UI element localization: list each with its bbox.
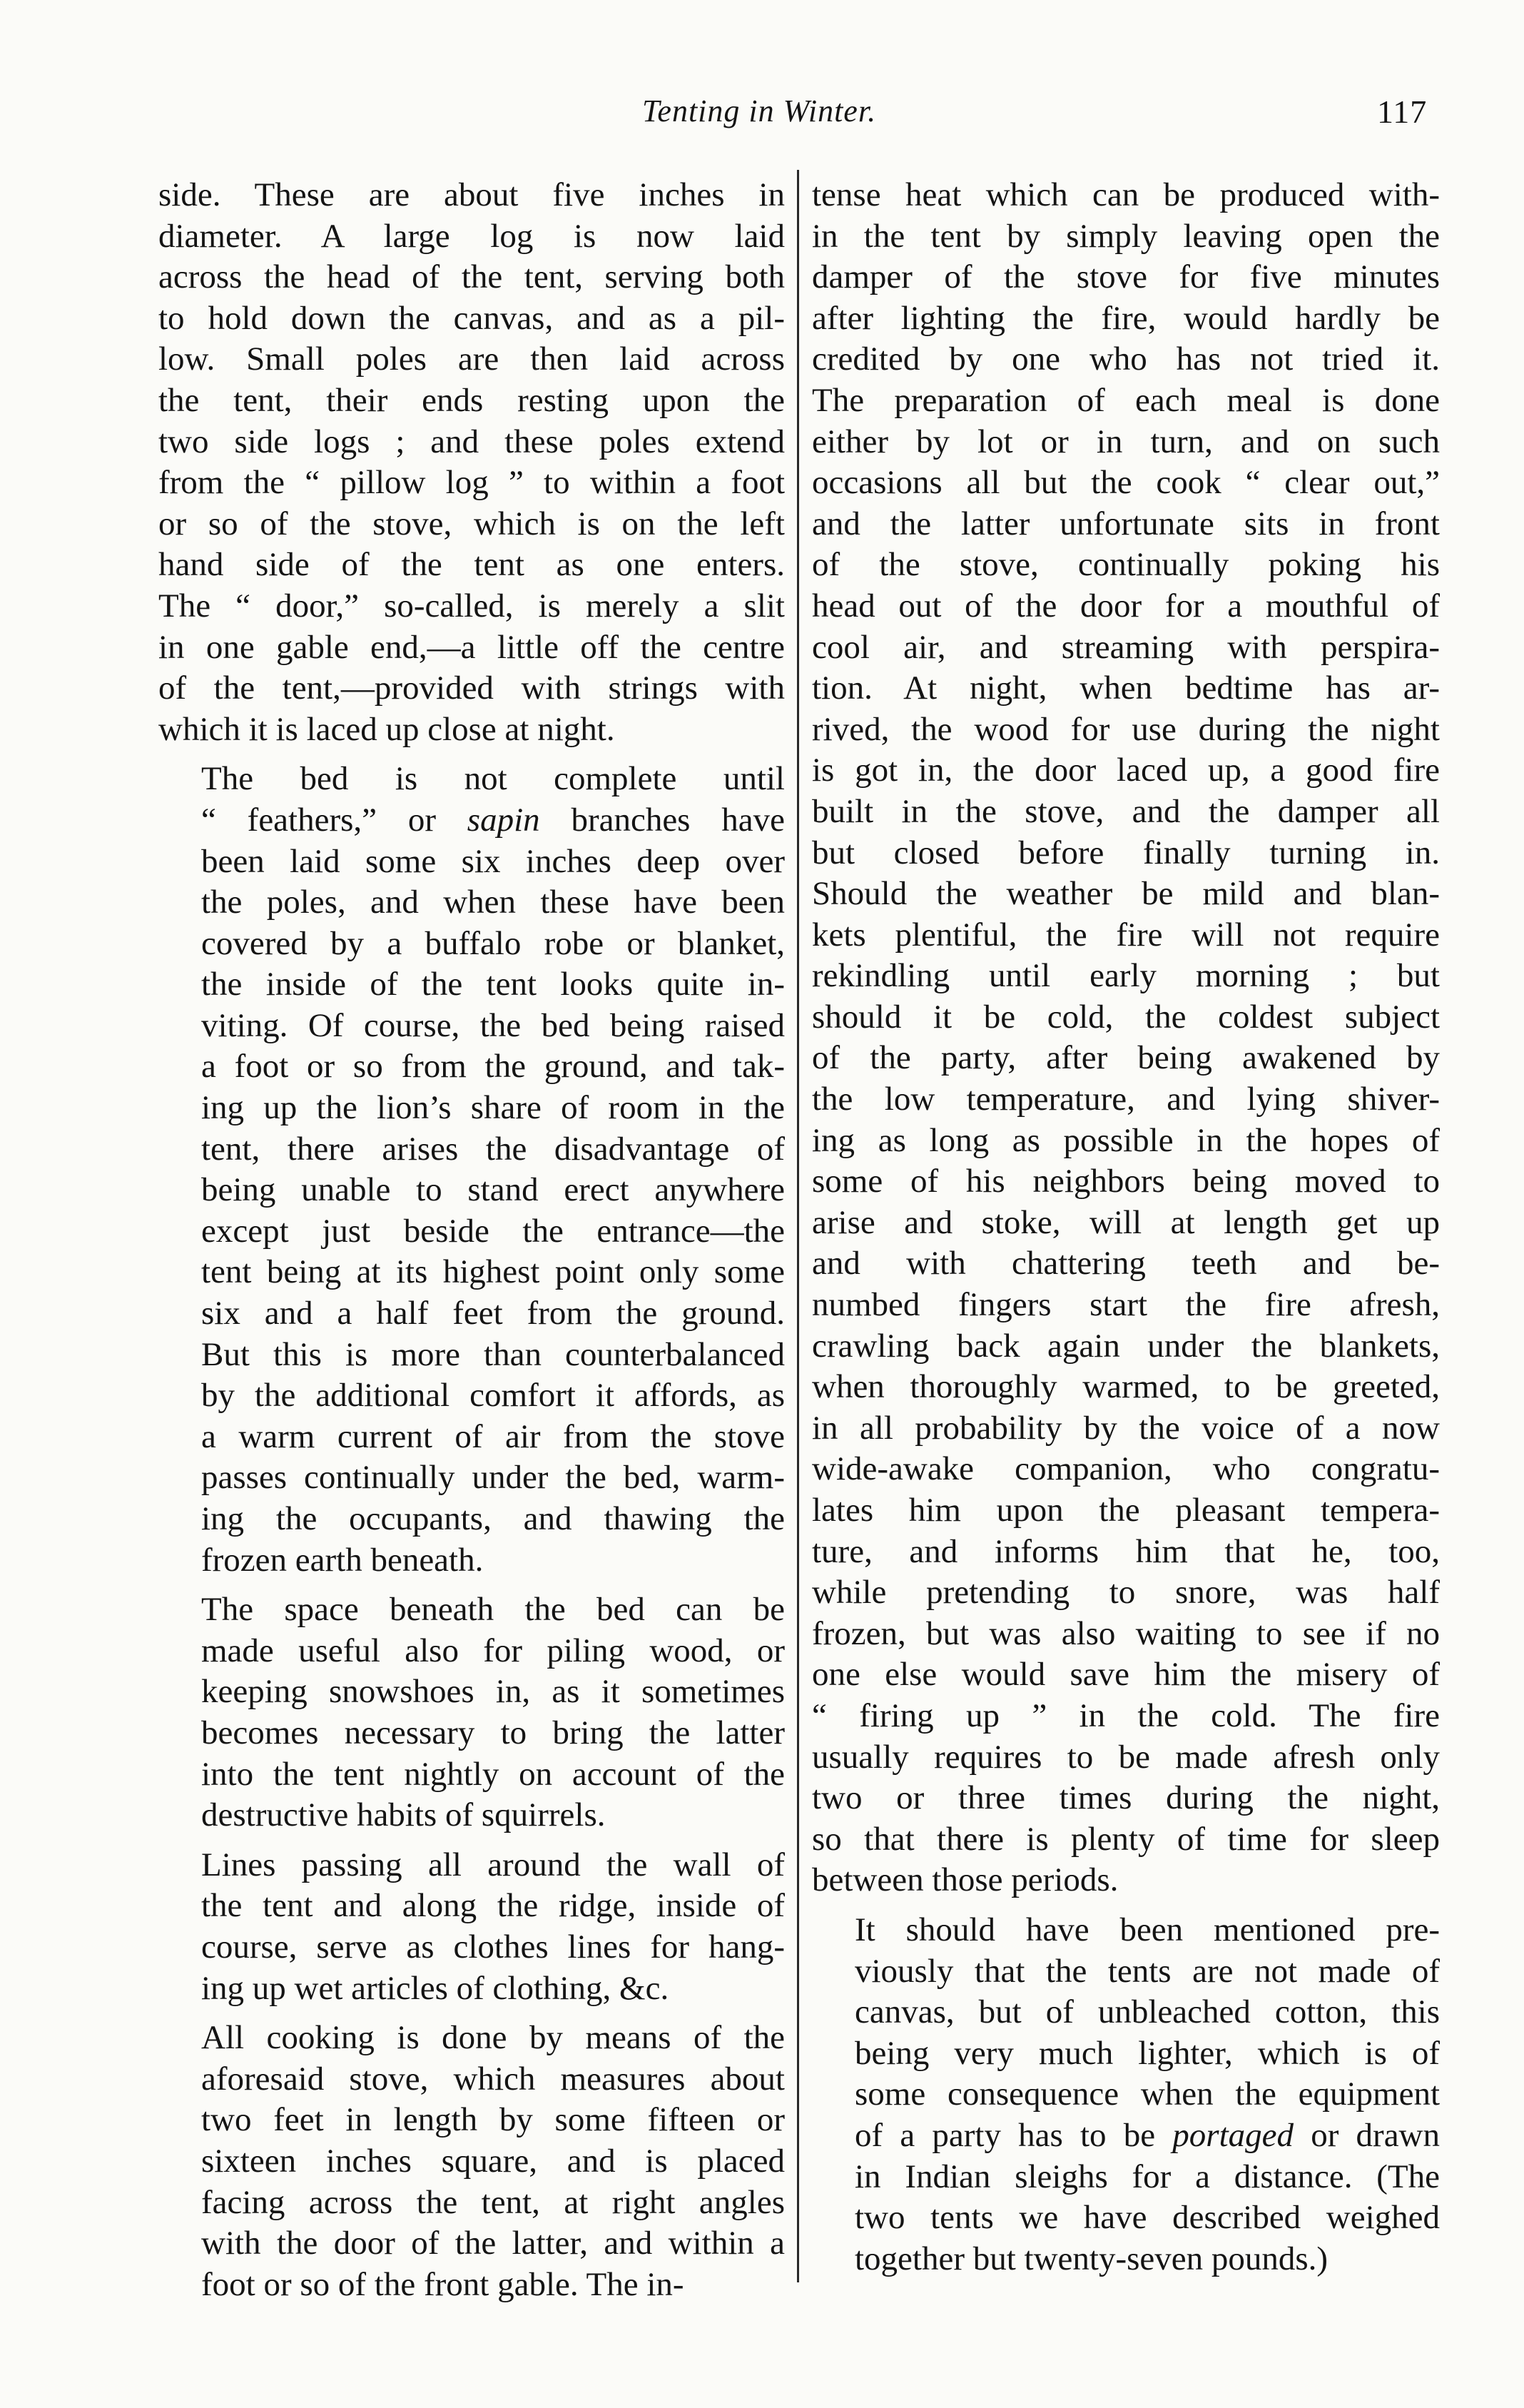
text-line: usually requires to be made afresh only [812, 1738, 1440, 1776]
text-line: ing as long as possible in the hopes of [812, 1121, 1440, 1159]
text-line: ing the occupants, and thawing the [201, 1500, 785, 1537]
text-line: the tent and along the ridge, inside of [201, 1887, 785, 1925]
text-line: ing up wet articles of clothing, &c. [201, 1969, 669, 2007]
text-line: being very much lighter, which is of [855, 2034, 1440, 2072]
text-line: viting. Of course, the bed being raised [201, 1006, 785, 1044]
text-line: the low temperature, and lying shiver- [812, 1081, 1440, 1118]
text-line: built in the stove, and the damper all [812, 792, 1440, 830]
paragraph-p7 [812, 1910, 1440, 2280]
text-line: the poles, and when these have been [201, 884, 785, 921]
text-line: The space beneath the bed can be [201, 1591, 785, 1629]
text-line: low. Small poles are then laid across [158, 340, 785, 378]
text-line: occasions all but the cook “ clear out,” [812, 464, 1440, 502]
text-line: a warm current of air from the stove [201, 1417, 785, 1455]
text-line: from the “ pillow log ” to within a foot [158, 464, 785, 502]
text-line: head out of the door for a mouthful of [812, 587, 1440, 624]
text-line: rived, the wood for use during the night [812, 710, 1440, 748]
text-line: a foot or so from the ground, and tak- [201, 1048, 785, 1086]
paragraph-p6 [812, 175, 1440, 1901]
right-column [812, 175, 1440, 2287]
text-line: damper of the stove for five minutes [812, 258, 1440, 296]
text-line: tion. At night, when bedtime has ar- [812, 669, 1440, 707]
text-line: when thoroughly warmed, to be greeted, [812, 1368, 1440, 1406]
paragraph-p2 [158, 759, 785, 1581]
text-line: All cooking is done by means of the [201, 2019, 785, 2057]
text-line: should it be cold, the coldest subject [812, 998, 1440, 1036]
text-line: made useful also for piling wood, or [201, 1632, 785, 1669]
text-line: two side logs ; and these poles extend [158, 423, 785, 460]
text-line: The preparation of each meal is done [812, 381, 1440, 419]
text-line: course, serve as clothes lines for hang- [201, 1928, 785, 1966]
text-line: keeping snowshoes in, as it sometimes [201, 1673, 785, 1711]
text-line: “ feathers,” or sapin branches have [201, 801, 785, 839]
text-line: so that there is plenty of time for sleep [812, 1820, 1440, 1858]
text-line: frozen earth beneath. [201, 1541, 484, 1579]
text-line: of the party, after being awakened by [812, 1039, 1440, 1077]
text-line: is got in, the door laced up, a good fire [812, 752, 1440, 789]
text-line: two tents we have described weighed [855, 2199, 1440, 2237]
text-line: and the latter unfortunate sits in front [812, 505, 1440, 542]
text-line: while pretending to snore, was half [812, 1574, 1440, 1612]
paragraph-p1 [158, 175, 785, 750]
text-line: in the tent by simply leaving open the [812, 217, 1440, 255]
text-line: lates him upon the pleasant tempera- [812, 1492, 1440, 1529]
text-line: of a party has to be portaged or drawn [855, 2116, 1440, 2154]
text-line: Lines passing all around the wall of [201, 1846, 785, 1883]
text-line: facing across the tent, at right angles [201, 2183, 785, 2221]
paragraph-p3 [158, 1589, 785, 1836]
text-line: between those periods. [812, 1861, 1119, 1899]
text-line: tent, there arises the disadvantage of [201, 1130, 785, 1168]
text-line: the inside of the tent looks quite in- [201, 966, 785, 1003]
text-line: But this is more than counterbalanced [201, 1335, 785, 1373]
text-line: across the head of the tent, serving both [158, 258, 785, 296]
text-line: Should the weather be mild and blan- [812, 875, 1440, 913]
text-line: destructive habits of squirrels. [201, 1796, 606, 1834]
text-line: to hold down the canvas, and as a pil- [158, 299, 785, 337]
text-line: “ firing up ” in the cold. The fire [812, 1696, 1440, 1734]
text-line: six and a half feet from the ground. [201, 1295, 785, 1332]
text-line: becomes necessary to bring the latter [201, 1714, 785, 1751]
text-line: kets plentiful, the fire will not require [812, 916, 1440, 953]
text-line: diameter. A large log is now laid [158, 217, 785, 255]
text-line: frozen, but was also waiting to see if no [812, 1614, 1440, 1652]
text-line: being unable to stand erect anywhere [201, 1171, 785, 1209]
text-line: ture, and informs him that he, too, [812, 1532, 1440, 1570]
left-column [158, 175, 785, 2303]
text-line: wide-awake companion, who congratu- [812, 1450, 1440, 1488]
text-line: covered by a buffalo robe or blanket, [201, 924, 785, 962]
text-line: aforesaid stove, which measures about [201, 2060, 785, 2098]
text-line: sixteen inches square, and is placed [201, 2142, 785, 2180]
text-line: cool air, and streaming with perspira- [812, 628, 1440, 666]
page-number: 117 [1377, 93, 1428, 130]
running-title: Tenting in Winter. [642, 93, 877, 128]
text-line: by the additional comfort it affords, as [201, 1377, 785, 1415]
text-line: ing up the lion’s share of room in the [201, 1089, 785, 1127]
running-head [0, 93, 1524, 143]
text-line: crawling back again under the blankets, [812, 1327, 1440, 1365]
text-line: tense heat which can be produced with- [812, 176, 1440, 213]
text-line: or so of the stove, which is on the left [158, 505, 785, 542]
text-line: except just beside the entrance—the [201, 1212, 785, 1250]
column-rule [797, 170, 799, 2282]
text-line: either by lot or in turn, and on such [812, 423, 1440, 460]
text-line: in all probability by the voice of a now [812, 1409, 1440, 1447]
paragraph-p4 [158, 1845, 785, 2009]
text-line: and with chattering teeth and be- [812, 1245, 1440, 1283]
text-line: passes continually under the bed, warm- [201, 1459, 785, 1497]
text-line: been laid some six inches deep over [201, 842, 785, 880]
text-line: after lighting the fire, would hardly be [812, 299, 1440, 337]
text-line: but closed before finally turning in. [812, 834, 1440, 871]
text-line: in Indian sleighs for a distance. (The [855, 2157, 1440, 2195]
text-line: hand side of the tent as one enters. [158, 546, 785, 584]
text-line: together but twenty-seven pounds.) [855, 2240, 1329, 2277]
text-line: numbed fingers start the fire afresh, [812, 1286, 1440, 1324]
paragraph-p5 [158, 2018, 785, 2305]
text-line: rekindling until early morning ; but [812, 957, 1440, 995]
text-line: foot or so of the front gable. The in- [201, 2265, 684, 2303]
text-line: The “ door,” so-called, is merely a slit [158, 587, 785, 624]
text-line: some consequence when the equipment [855, 2075, 1440, 2113]
text-line: arise and stoke, will at length get up [812, 1203, 1440, 1241]
text-line: two or three times during the night, [812, 1779, 1440, 1817]
text-line: viously that the tents are not made of [855, 1952, 1440, 1990]
text-line: credited by one who has not tried it. [812, 340, 1440, 378]
text-line: which it is laced up close at night. [158, 710, 615, 748]
text-line: into the tent nightly on account of the [201, 1755, 785, 1793]
text-line: It should have been mentioned pre- [855, 1911, 1440, 1948]
text-line: tent being at its highest point only some [201, 1253, 785, 1291]
text-line: of the tent,—provided with strings with [158, 669, 785, 707]
text-line: The bed is not complete until [201, 760, 785, 798]
text-line: in one gable end,—a little off the centre [158, 628, 785, 666]
text-line: some of his neighbors being moved to [812, 1163, 1440, 1200]
text-line: with the door of the latter, and within a [201, 2225, 785, 2262]
text-line: side. These are about five inches in [158, 176, 785, 213]
text-line: the tent, their ends resting upon the [158, 381, 785, 419]
text-line: of the stove, continually poking his [812, 546, 1440, 584]
text-line: one else would save him the misery of [812, 1656, 1440, 1694]
text-line: canvas, but of unbleached cotton, this [855, 1993, 1440, 2031]
text-line: two feet in length by some fifteen or [201, 2101, 785, 2139]
